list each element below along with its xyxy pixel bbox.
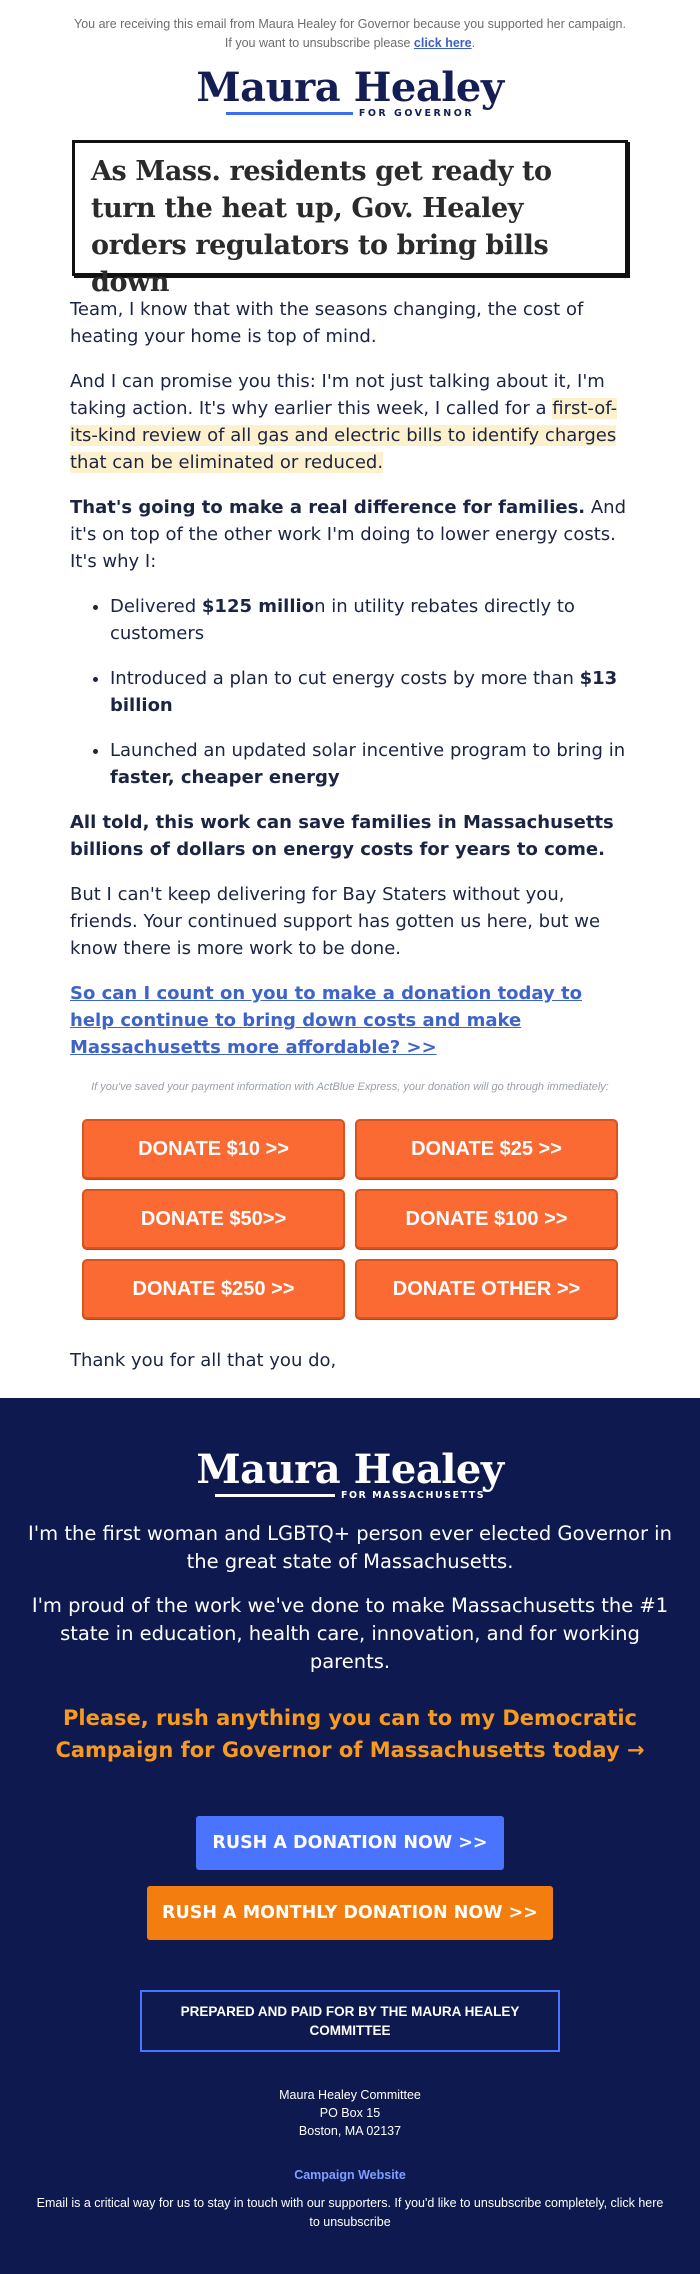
footer-paragraph-first: I'm the first woman and LGBTQ+ person ever elected Governor in the great state of Massachusetts. [28,1522,672,1573]
donate-250-button[interactable]: DONATE $250 >> [82,1259,345,1319]
footer-logo-name: Maura Healey [196,1446,504,1493]
highlighted-text: first-of-its-kind review of all gas and electric bills to identify charges that can be eliminated or reduced. [70,398,618,473]
paragraph-difference: That's going to make a real difference for families. And it's on top of the other work I'm doing to lower energy costs. It's why I: [70,497,627,572]
donate-button-grid [70,1119,630,1319]
donate-100-button[interactable]: DONATE $100 >> [355,1189,618,1249]
preheader: You are receiving this email from Maura Healey for Governor because you supported her campaign. If you want to unsubscribe please click here. [74,17,626,50]
donation-cta-link[interactable]: So can I count on you to make a donation today to help continue to bring down costs and make Massachusetts more affordable? >> [70,983,582,1058]
donate-25-button[interactable]: DONATE $25 >> [355,1119,618,1179]
header-logo [0,58,700,130]
email-body [0,276,700,1419]
list-item: • Introduced a plan to cut energy costs by more than $13 billion [110,665,630,719]
paragraph-support: But I can't keep delivering for Bay Staters without you, friends. Your continued support has gotten us here, but we know there is more work to be done. [70,884,601,959]
rush-text: Please, rush anything you can to my Democratic Campaign for Governor of Massachusetts today → [55,1706,645,1762]
donate-other-button[interactable]: DONATE OTHER >> [355,1259,618,1319]
preheader-text: You are receiving this email from Maura Healey for Governor because you supported her campaign. If you want to unsubscribe please [74,17,626,50]
logo-name: Maura Healey [196,64,504,111]
paragraph-savings: All told, this work can save families in Massachusetts billions of dollars on energy costs for years to come. [70,812,614,860]
rush-donation-button[interactable]: RUSH A DONATION NOW >> [196,1816,504,1870]
actblue-note: If you've saved your payment information with ActBlue Express, your donation will go through immediately: [91,1081,609,1093]
headline-box [72,140,628,298]
footer-unsubscribe-text[interactable]: Email is a critical way for us to stay in touch with our supporters. If you'd like to unsubscribe completely, click here to unsubscribe [36,2196,664,2229]
logo-underline [226,112,353,115]
footer-logo [0,1398,700,1502]
headline: As Mass. residents get ready to turn the heat up, Gov. Healey orders regulators to bring bills down [91,156,552,298]
campaign-website-link[interactable]: Campaign Website [294,2168,406,2182]
unsubscribe-link[interactable]: click here [413,36,472,50]
donate-50-button[interactable]: DONATE $50>> [82,1189,345,1249]
donate-10-button[interactable]: DONATE $10 >> [82,1119,345,1179]
list-item: • Delivered $125 million in utility rebates directly to customers [110,593,630,647]
footer [0,1398,700,2274]
paid-for-disclaimer: PREPARED AND PAID FOR BY THE MAURA HEALEY COMMITTEE [140,1990,560,2052]
footer-logo-tagline: FOR MASSACHUSETTS [340,1490,486,1501]
logo-tagline: FOR GOVERNOR [358,108,475,119]
rush-monthly-donation-button[interactable]: RUSH A MONTHLY DONATION NOW >> [147,1886,553,1940]
accomplishments-list [70,593,630,791]
footer-logo-underline [215,1494,335,1497]
paragraph-intro: Team, I know that with the seasons changing, the cost of heating your home is top of mind. [70,299,584,347]
list-item: • Launched an updated solar incentive program to bring in faster, cheaper energy [110,737,630,791]
committee-address: Maura Healey Committee PO Box 15 Boston, MA 02137 [279,2088,421,2138]
thanks-text: Thank you for all that you do, [70,1350,337,1371]
footer-paragraph-proud: I'm proud of the work we've done to make Massachusetts the #1 state in education, health care, innovation, and for working parents. [31,1594,669,1673]
paragraph-promise: And I can promise you this: I'm not just talking about it, I'm taking action. It's why earlier this week, I called for a first-of-its-kind review of all gas and electric bills to identify charges that can be eliminated or reduced. [70,371,618,473]
